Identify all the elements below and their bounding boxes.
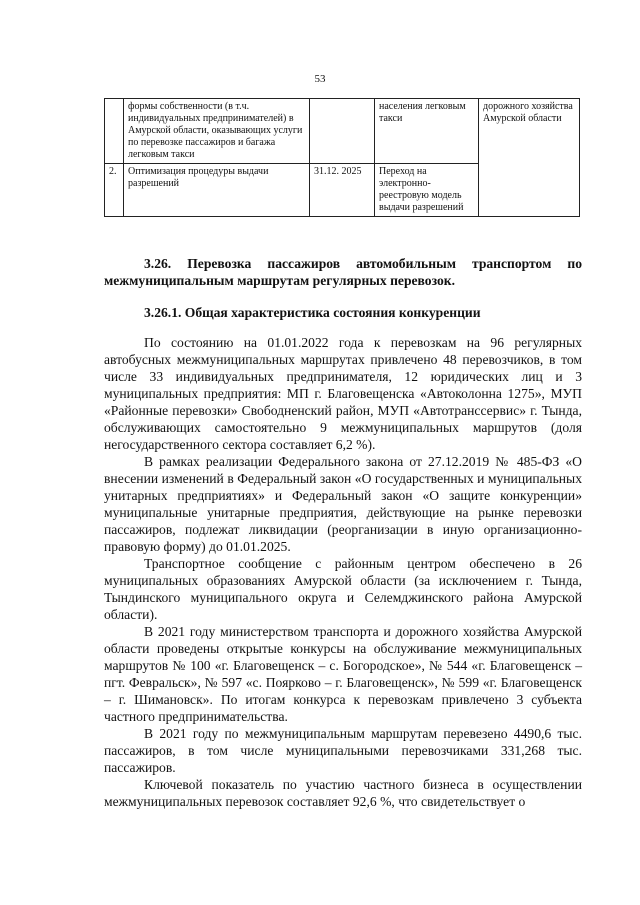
result-cell: Переход на электронно-реестровую модель выдачи разрешений	[375, 164, 479, 217]
paragraph: Транспортное сообщение с районным центром обеспечено в 26 муниципальных образованиях Амурской области (за исключением г. Тында, Тындинского муниципального округа и Селемджинского района Амурской области).	[104, 556, 582, 622]
paragraph: По состоянию на 01.01.2022 года к перевозкам на 96 регулярных автобусных межмуниципальных маршрутах привлечено 48 перевозчиков, в том числе 33 индивидуальных предпринимателя, 12 юридических лиц и 3 муниципальных предприятия: МП г. Благовещенска «Автоколонна 1275», МУП «Районные перевозки» Свободненский район, МУП «Автотранссервис» г. Тында, обслуживающих самостоятельно 9 межмуниципальных маршрутов (доля негосударственного сектора составляет 6,2 %).	[104, 335, 582, 452]
row-number-cell	[105, 99, 124, 164]
deadline-cell: 31.12. 2025	[310, 164, 375, 217]
body-text	[104, 334, 582, 810]
measures-table	[104, 98, 580, 217]
paragraph: Ключевой показатель по участию частного бизнеса в осуществлении межмуниципальных перевозок составляет 92,6 %, что свидетельствует о	[104, 777, 582, 809]
section-heading: 3.26. Перевозка пассажиров автомобильным транспортом по межмуниципальным маршрутам регулярных перевозок.	[104, 256, 582, 288]
deadline-cell	[310, 99, 375, 164]
paragraph: В 2021 году министерством транспорта и дорожного хозяйства Амурской области проведены открытые конкурсы на обслуживание межмуниципальных маршрутов № 100 «г. Благовещенск – с. Богородское», № 544 «г. Благовещенск – пгт. Февральск», № 597 «с. Поярково – г. Благовещенск», № 599 «г. Благовещенск – г. Шимановск». По итогам конкурса к перевозкам привлечено 3 субъекта частного предпринимательства.	[104, 624, 582, 724]
measure-cell: Оптимизация процедуры выдачи разрешений	[124, 164, 310, 217]
result-cell: населения легковым такси	[375, 99, 479, 164]
table-row	[105, 99, 580, 164]
subsection-heading: 3.26.1. Общая характеристика состояния конкуренции	[144, 305, 481, 320]
row-number-cell: 2.	[105, 164, 124, 217]
page-number: 53	[314, 73, 326, 85]
paragraph: В 2021 году по межмуниципальным маршрутам перевезено 4490,6 тыс. пассажиров, в том числе муниципальными перевозчиками 331,268 тыс. пассажиров.	[104, 726, 582, 775]
responsible-cell: дорожного хозяйства Амурской области	[479, 99, 580, 217]
paragraph: В рамках реализации Федерального закона от 27.12.2019 № 485-ФЗ «О внесении изменений в Федеральный закон «О государственных и муниципальных унитарных предприятиях» и Федеральный закон «О защите конкуренции» муниципальные унитарные предприятия, действующие на рынке перевозки пассажиров, подлежат ликвидации (реорганизации в иную организационно-правовую форму) до 01.01.2025.	[104, 454, 582, 554]
measure-cell: формы собственности (в т.ч. индивидуальных предпринимателей) в Амурской области, оказывающих услуги по перевозке пассажиров и багажа легковым такси	[124, 99, 310, 164]
